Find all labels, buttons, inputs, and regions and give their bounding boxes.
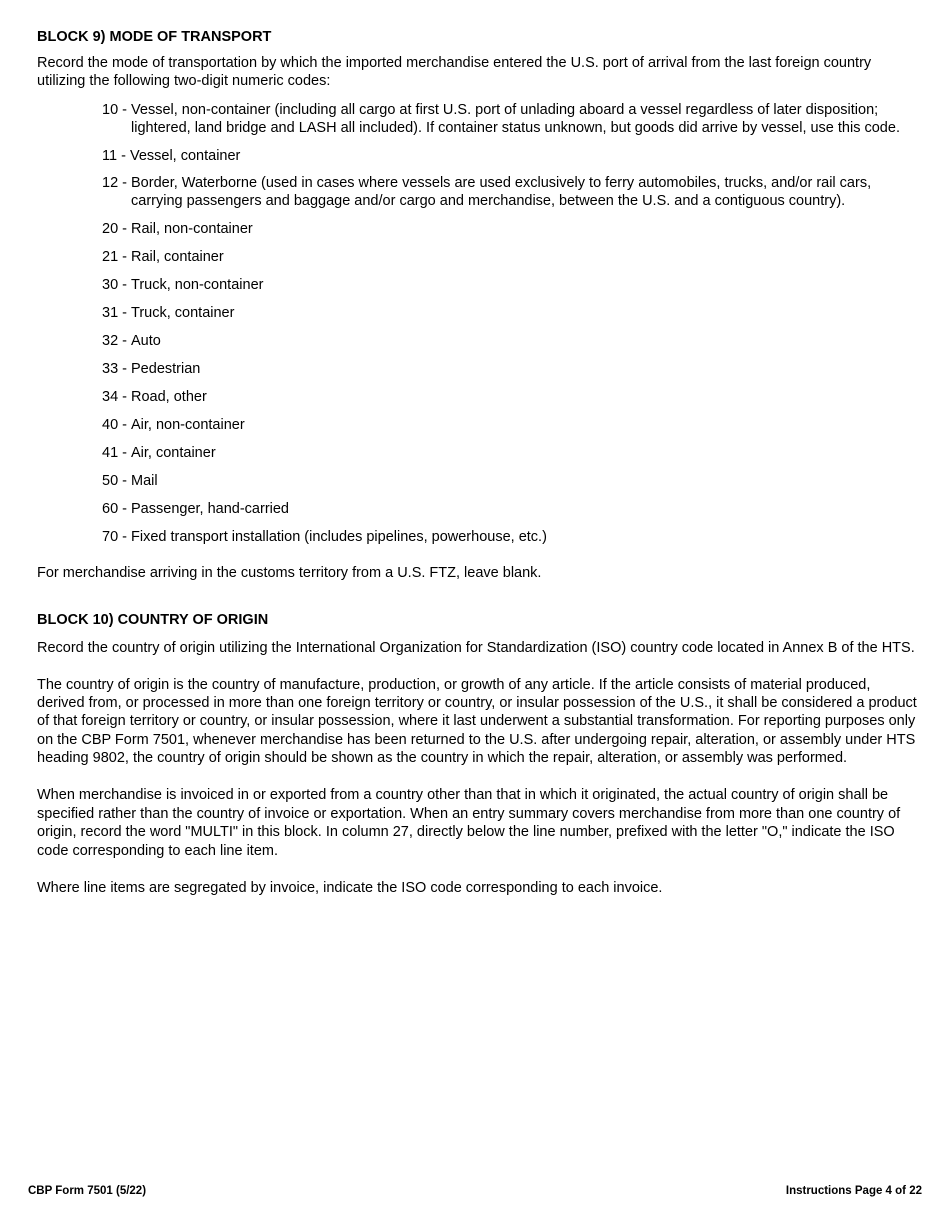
- list-item: [102, 220, 917, 238]
- list-item: [102, 276, 917, 294]
- list-item: [102, 147, 917, 165]
- footer-page-number: Instructions Page 4 of 22: [785, 1185, 922, 1197]
- block10-para-invoice: Where line items are segregated by invoice, indicate the ISO code corresponding to each invoice.: [37, 879, 663, 896]
- code-description: Passenger, hand-carried: [131, 500, 290, 517]
- code-number: 41 -: [102, 444, 132, 461]
- list-item: [102, 174, 917, 211]
- code-description: Pedestrian: [131, 360, 201, 377]
- code-number: 60 -: [102, 500, 132, 517]
- code-description: Air, container: [131, 444, 216, 461]
- transport-code-list: [102, 101, 917, 546]
- code-description: Air, non-container: [131, 416, 245, 433]
- code-number: 11 -: [102, 147, 130, 164]
- list-item: [102, 101, 917, 138]
- code-number: 32 -: [102, 332, 132, 349]
- code-number: 31 -: [102, 304, 132, 321]
- code-description: Road, other: [131, 388, 207, 405]
- list-item: [102, 248, 917, 266]
- code-number: 21 -: [102, 248, 132, 265]
- code-description: Rail, container: [131, 248, 224, 265]
- list-item: [102, 332, 917, 350]
- list-item: [102, 444, 917, 462]
- block10-para-definition: The country of origin is the country of manufacture, production, or growth of any article. If the article consists of material produced, derived from, or processed in more than one foreign territory or country, or insular possession of the U.S., it shall be considered a product of that foreign territory or country, or insular possession, where it last underwent a substantial transformation. For reporting purposes only on the CBP Form 7501, whenever merchandise has been returned to the U.S. after undergoing repair, alteration, or assembly under HTS heading 9802, the country of origin should be shown as the country in which the repair, alteration, or assembly was performed.: [37, 676, 917, 767]
- block10-heading: BLOCK 10) COUNTRY OF ORIGIN: [37, 611, 269, 628]
- code-description: Border, Waterborne (used in cases where vessels are used exclusively to ferry automobiles, trucks, and/or rail cars, carrying passengers and baggage and/or cargo and merchandise, between the U.S. and a contiguous country).: [131, 175, 872, 210]
- code-number: 10 -: [102, 101, 132, 118]
- list-item: [102, 388, 917, 406]
- code-number: 40 -: [102, 416, 132, 433]
- list-item: [102, 472, 917, 490]
- ftz-note: For merchandise arriving in the customs territory from a U.S. FTZ, leave blank.: [37, 565, 542, 582]
- list-item: [102, 500, 917, 518]
- code-number: 34 -: [102, 388, 132, 405]
- code-description: Mail: [131, 472, 158, 489]
- code-description: Fixed transport installation (includes pipelines, powerhouse, etc.): [131, 528, 547, 545]
- block10-para-multi: When merchandise is invoiced in or exported from a country other than that in which it originated, the actual country of origin shall be specified rather than the country of invoice or exportation. When an entry summary covers merchandise from more than one country of origin, record the word "MULTI" in this block. In column 27, directly below the line number, prefixed with the letter "O," indicate the ISO code corresponding to each line item.: [37, 787, 901, 859]
- code-number: 30 -: [102, 276, 132, 293]
- code-description: Rail, non-container: [131, 220, 253, 237]
- code-description: Auto: [131, 332, 161, 349]
- code-number: 20 -: [102, 220, 132, 237]
- code-description: Vessel, container: [129, 147, 241, 164]
- code-description: Truck, non-container: [131, 276, 264, 293]
- list-item: [102, 360, 917, 378]
- list-item: [102, 528, 917, 546]
- block9-intro: Record the mode of transportation by which the imported merchandise entered the U.S. port of arrival from the last foreign country utilizing the following two-digit numeric codes:: [37, 55, 872, 90]
- code-number: 12 -: [102, 175, 132, 192]
- list-item: [102, 304, 917, 322]
- document-page: [37, 0, 917, 897]
- block9-heading: BLOCK 9) MODE OF TRANSPORT: [37, 29, 272, 45]
- list-item: [102, 416, 917, 434]
- footer-form-id: CBP Form 7501 (5/22): [28, 1185, 147, 1197]
- code-description: Truck, container: [131, 304, 235, 321]
- code-number: 50 -: [102, 472, 132, 489]
- code-description: Vessel, non-container (including all cargo at first U.S. port of unlading aboard a vessel regardless of later disposition; lightered, land bridge and LASH all included). If container status unknown, but goods did arrive by vessel, use this code.: [131, 101, 900, 137]
- block10-para-iso: Record the country of origin utilizing the International Organization for Standardization (ISO) country code located in Annex B of the HTS.: [37, 639, 915, 656]
- code-number: 33 -: [102, 360, 132, 377]
- code-number: 70 -: [102, 528, 132, 545]
